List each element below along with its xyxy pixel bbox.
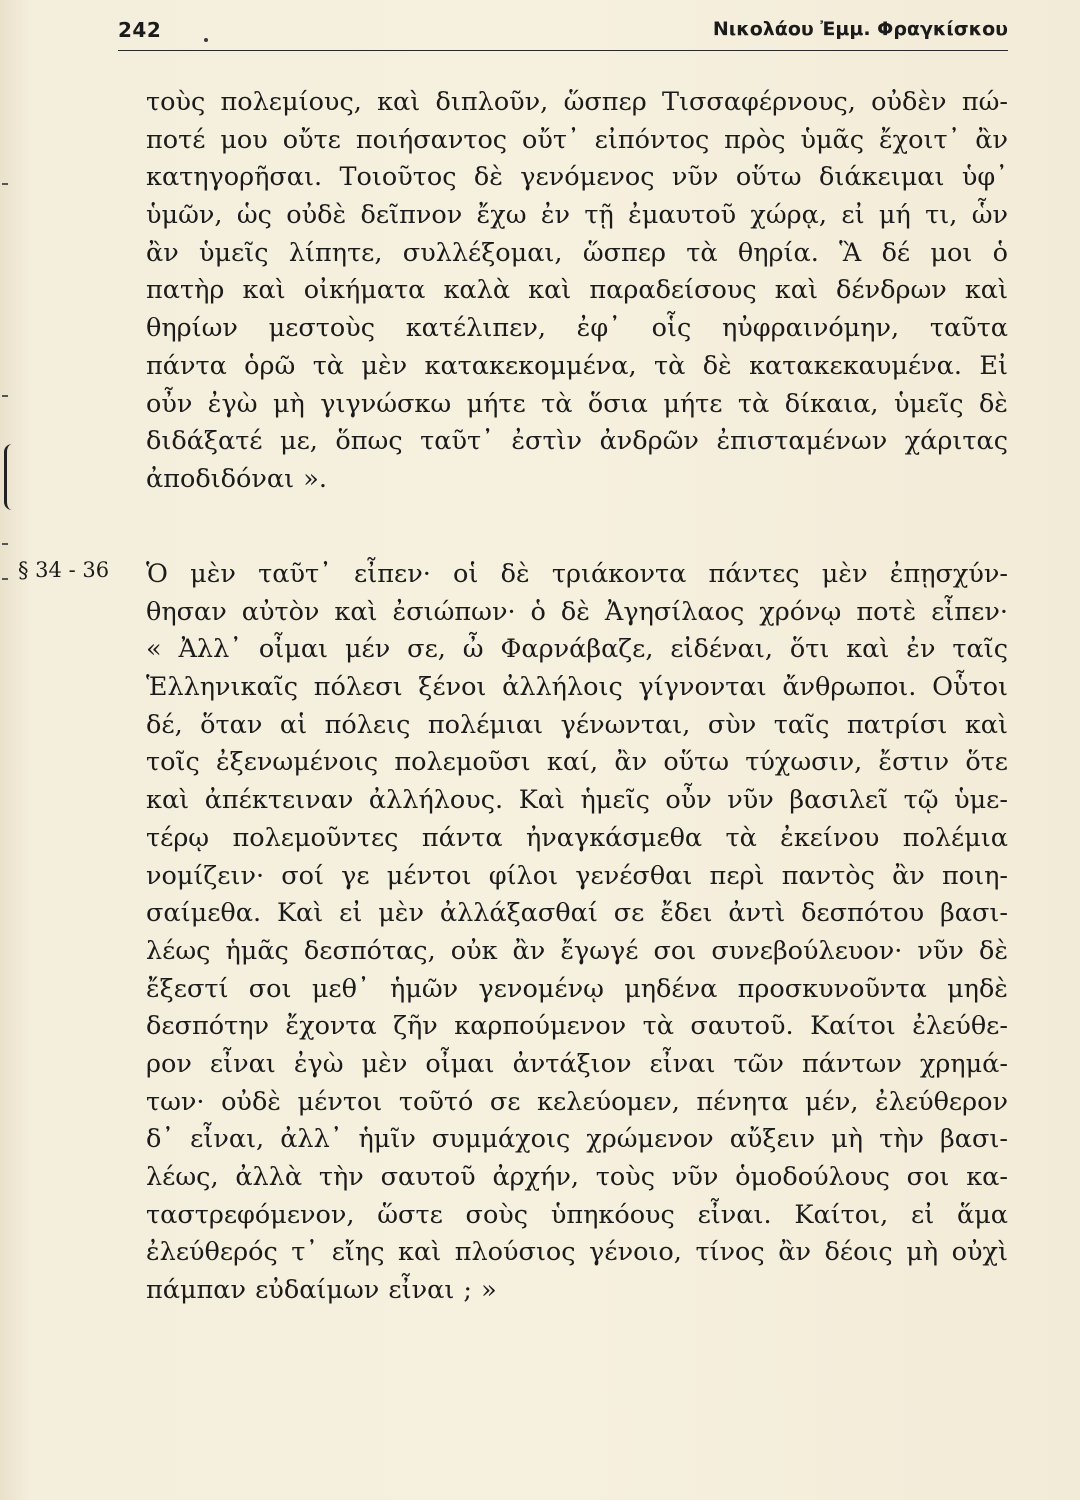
margin-tick — [2, 543, 8, 545]
text-line: νομίζειν· σοί γε μέντοι φίλοι γενέσθαι περὶ παντὸς ἂν ποιη- — [146, 860, 1008, 891]
text-line: δέ, ὅταν αἱ πόλεις πολέμιαι γένωνται, σὺν ταῖς πατρίσι καὶ — [146, 709, 1008, 740]
text-line: ἀποδιδόναι ». — [146, 463, 327, 494]
text-line: ταστρεφόμενον, ὥστε σοὺς ὑπηκόους εἶναι. Καίτοι, εἰ ἅμα — [146, 1199, 1008, 1230]
text-line: λέως ἡμᾶς δεσπότας, οὐκ ἂν ἔγωγέ σοι συνεβούλευον· νῦν δὲ — [146, 935, 1008, 966]
text-line: διδάξατέ με, ὅπως ταῦτ᾽ ἐστὶν ἀνδρῶν ἐπισταμένων χάριτας — [146, 426, 1008, 457]
text-line: σαίμεθα. Καὶ εἰ μὲν ἀλλάξασθαί σε ἔδει ἀντὶ δεσπότου βασι- — [146, 898, 1008, 929]
text-line: Ὁ μὲν ταῦτ᾽ εἶπεν· οἱ δὲ τριάκοντα πάντες μὲν ἐπῃσχύν- — [146, 559, 1008, 589]
section-reference: § 34 - 36 — [18, 558, 110, 582]
text-line: τοὺς πολεμίους, καὶ διπλοῦν, ὥσπερ Τισσαφέρνους, οὐδὲν πώ- — [146, 87, 1008, 117]
text-line: δεσπότην ἔχοντα ζῆν καρπούμενον τὰ σαυτοῦ. Καίτοι ἐλεύθε- — [146, 1011, 1008, 1042]
text-line: θηρίων μεστοὺς κατέλιπεν, ἐφ᾽ οἷς ηὐφραινόμην, ταῦτα — [146, 313, 1008, 344]
text-line: των· οὐδὲ μέντοι τοῦτό σε κελεύομεν, πένητα μέν, ἐλεύθερον — [146, 1086, 1008, 1117]
margin-tick — [2, 395, 8, 397]
text-line: ἔξεστί σοι μεθ᾽ ἡμῶν γενομένῳ μηδένα προσκυνοῦντα μηδὲ — [146, 973, 1008, 1004]
text-line: ἂν ὑμεῖς λίπητε, συλλέξομαι, ὥσπερ τὰ θηρία. Ἃ δέ μοι ὁ — [146, 237, 1008, 268]
header-dot — [204, 38, 208, 42]
text-line: τοῖς ἐξενωμένοις πολεμοῦσι καί, ἂν οὕτω τύχωσιν, ἔστιν ὅτε — [146, 747, 1008, 778]
text-line: καὶ ἀπέκτειναν ἀλλήλους. Καὶ ἡμεῖς οὖν νῦν βασιλεῖ τῷ ὑμε- — [146, 785, 1008, 816]
page-header — [118, 14, 1008, 51]
margin-tick — [2, 578, 8, 580]
margin-bracket — [4, 444, 17, 510]
text-line: οὖν ἐγὼ μὴ γιγνώσκω μήτε τὰ ὅσια μήτε τὰ δίκαια, ὑμεῖς δὲ — [146, 388, 1008, 419]
text-line: πατὴρ καὶ οἰκήματα καλὰ καὶ παραδείσους καὶ δένδρων καὶ — [146, 275, 1008, 306]
running-head: Νικολάου Ἐμμ. Φραγκίσκου — [712, 18, 1008, 40]
margin-tick — [2, 183, 8, 185]
text-line: τέρῳ πολεμοῦντες πάντα ἠναγκάσμεθα τὰ ἐκείνου πολέμια — [146, 822, 1008, 853]
paragraph-1 — [146, 84, 1008, 499]
text-line: Ἑλληνικαῖς πόλεσι ξένοι ἀλλήλοις γίγνονται ἄνθρωποι. Οὗτοι — [146, 672, 1008, 703]
text-line: ἐλεύθερός τ᾽ εἴης καὶ πλούσιος γένοιο, τίνος ἂν δέοις μὴ οὐχὶ — [146, 1237, 1008, 1268]
paragraph-2 — [146, 556, 1008, 1310]
text-line: « Ἀλλ᾽ οἶμαι μέν σε, ὦ Φαρνάβαζε, εἰδέναι, ὅτι καὶ ἐν ταῖς — [146, 634, 1008, 665]
text-line: ὑμῶν, ὡς οὐδὲ δεῖπνον ἔχω ἐν τῇ ἐμαυτοῦ χώρᾳ, εἰ μή τι, ὧν — [146, 200, 1008, 231]
text-line: κατηγορῆσαι. Τοιοῦτος δὲ γενόμενος νῦν οὕτω διάκειμαι ὑφ᾽ — [146, 162, 1008, 193]
text-line: πάμπαν εὐδαίμων εἶναι ; » — [146, 1275, 497, 1306]
text-line: λέως, ἀλλὰ τὴν σαυτοῦ ἀρχήν, τοὺς νῦν ὁμοδούλους σοι κα- — [146, 1162, 1008, 1192]
text-line: ποτέ μου οὔτε ποιήσαντος οὔτ᾽ εἰπόντος πρὸς ὑμᾶς ἔχοιτ᾽ ἂν — [146, 124, 1008, 155]
text-line: δ᾽ εἶναι, ἀλλ᾽ ἡμῖν συμμάχοις χρώμενον αὔξειν μὴ τὴν βασι- — [146, 1124, 1008, 1155]
text-line: πάντα ὁρῶ τὰ μὲν κατακεκομμένα, τὰ δὲ κατακεκαυμένα. Εἰ — [146, 350, 1008, 381]
text-line: ρον εἶναι ἐγὼ μὲν οἶμαι ἀντάξιον εἶναι τῶν πάντων χρημά- — [146, 1048, 1008, 1079]
text-line: θησαν αὐτὸν καὶ ἐσιώπων· ὁ δὲ Ἀγησίλαος χρόνῳ ποτὲ εἶπεν· — [146, 596, 1008, 627]
page-number: 242 — [118, 18, 162, 42]
